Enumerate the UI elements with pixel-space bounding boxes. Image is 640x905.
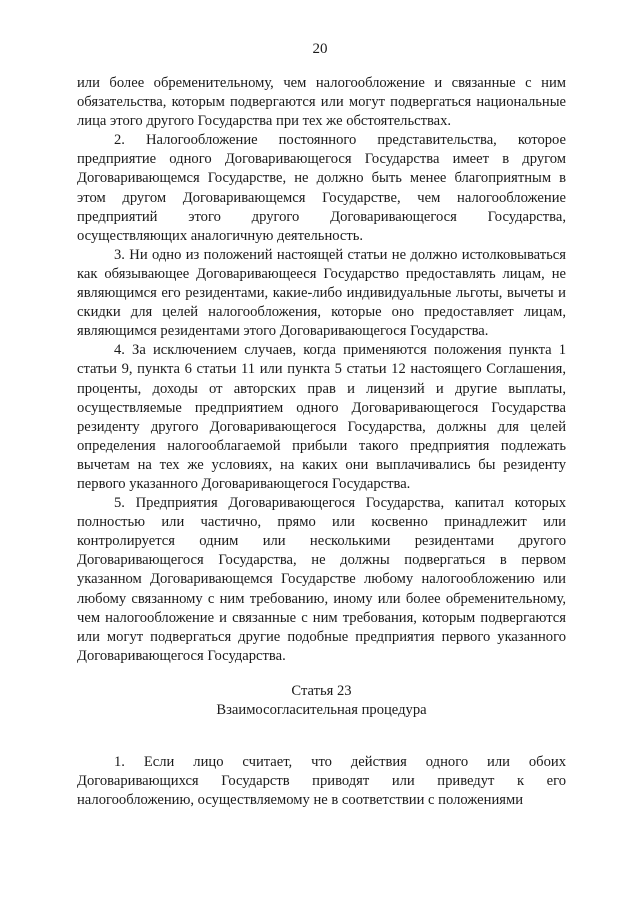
paragraph-4: 4. За исключением случаев, когда применяются положения пункта 1 статьи 9, пункта 6 статьи 11 или пункта 5 статьи 12 настоящего Соглашения, проценты, доходы от авторских прав и лицензий и другие выплаты, осуществляемые предприятием одного Договаривающегося Государства резиденту другого Договаривающегося Государства, должны для целей определения налогооблагаемой прибыли такого предприятия подлежать вычетам на тех же условиях, на каких они выплачивались бы резиденту первого указанного Договаривающегося Государства. xyxy=(77,342,566,492)
paragraph-2: 2. Налогообложение постоянного представительства, которое предприятие одного Договаривающегося Государства имеет в другом Договаривающемся Государстве, не должно быть менее благоприятным в этом другом Договаривающемся Государстве, чем налогообложение предприятий этого другого Договаривающегося Государства, осуществляющих аналогичную деятельность. xyxy=(77,132,566,244)
article-paragraph-1: 1. Если лицо считает, что действия одного или обоих Договаривающихся Государств приводят или приведут к его налогообложению, осуществляемому не в соответствии с положениями xyxy=(77,754,566,809)
article-heading: Статья 23 xyxy=(291,682,352,699)
paragraph-3: 3. Ни одно из положений настоящей статьи не должно истолковываться как обязывающее Договаривающееся Государство предоставлять лицам, не являющимся его резидентами, какие-либо индивидуальные льготы, вычеты и скидки для целей налогообложения, которые оно предоставляет лицам, являющимся резидентами этого Договаривающегося Государства. xyxy=(77,246,566,340)
article-title: Взаимосогласительная процедура xyxy=(216,702,427,718)
paragraph-continuation: или более обременительному, чем налогообложение и связанные с ним обязательства, которым подвергаются или могут подвергаться национальные лица этого другого Государства при тех же обстоятельствах. xyxy=(77,75,566,130)
page-number: 20 xyxy=(312,41,328,57)
paragraph-5: 5. Предприятия Договаривающегося Государства, капитал которых полностью или частично, прямо или косвенно принадлежит или контролируется одним или несколькими резидентами другого Договаривающегося Государства, не должны подвергаться в первом указанном Договаривающемся Государстве любому налогообложению или любому связанному с ним требованию, иному или более обременительному, чем налогообложение и связанные с ним требования, которым подвергаются или могут подвергаться другие подобные предприятия первого указанного Договаривающегося Государства. xyxy=(77,495,566,664)
document-body xyxy=(77,74,566,810)
